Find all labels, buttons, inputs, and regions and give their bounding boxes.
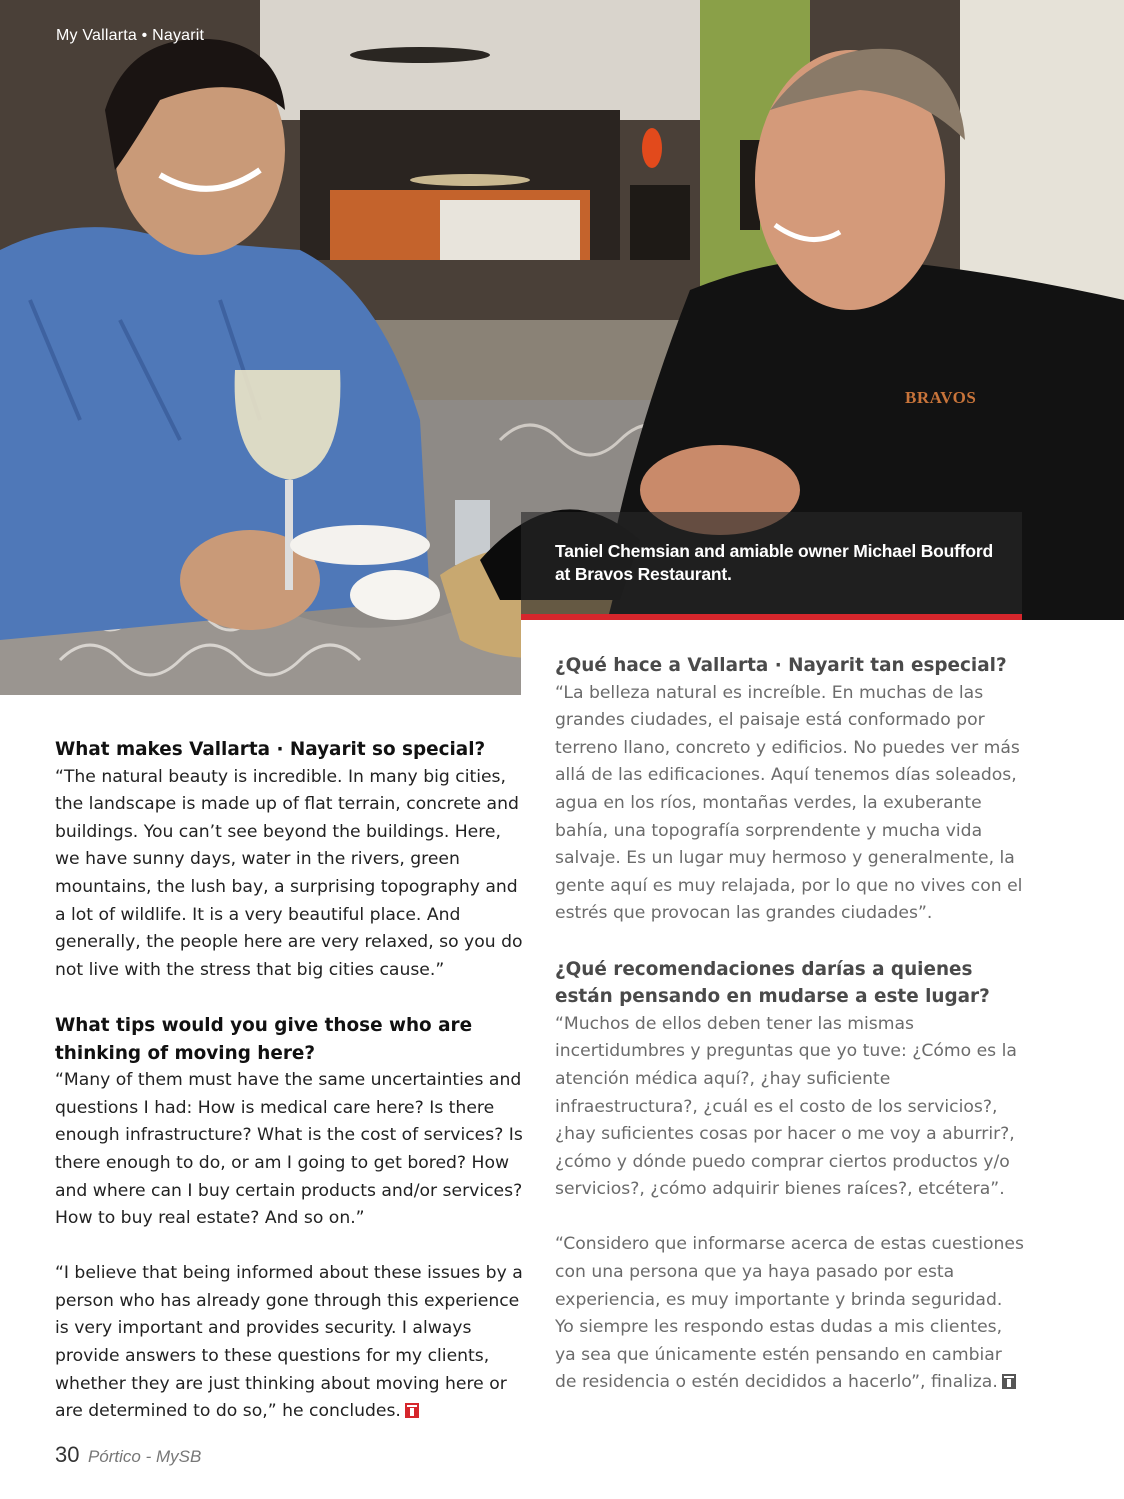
english-column — [55, 736, 525, 1426]
page-footer — [55, 1442, 201, 1468]
shirt-logo: BRAVOS — [905, 388, 977, 407]
end-mark-icon — [405, 1403, 419, 1418]
publication-name: Pórtico - MySB — [87, 1447, 202, 1466]
spanish-question-2: ¿Qué recomendaciones darías a quienes están pensando en mudarse a este lugar? — [555, 958, 990, 1008]
spanish-answer-2: “Muchos de ellos deben tener las mismas incertidumbres y preguntas que yo tuve: ¿Cómo es la atención médica aquí?, ¿hay suficiente infraestructura?, ¿cuál es el costo de los servicios?, ¿hay suficientes cosas por hacer o me voy a aburrir?, ¿cómo y dónde puedo comprar ciertos productos y/o servicios?, ¿cómo adquirir bienes raíces?, etcétera”. — [555, 1013, 1017, 1200]
spanish-column — [555, 652, 1025, 1397]
spanish-question-1: ¿Qué hace a Vallarta · Nayarit tan especial? — [555, 655, 1007, 676]
english-answer-2: “Many of them must have the same uncertainties and questions I had: How is medical care here? Is there enough infrastructure? What is the cost of services? Is there enough to do, or am I going to get bored? How and where can I buy certain products and/or services? How to buy real estate? And so on.” — [55, 1070, 523, 1229]
english-question-1: What makes Vallarta · Nayarit so special? — [55, 739, 486, 760]
english-question-2: What tips would you give those who are thinking of moving here? — [55, 1014, 473, 1064]
photo-caption-box — [521, 512, 1022, 614]
photo-caption: Taniel Chemsian and amiable owner Michael Boufford at Bravos Restaurant. — [555, 541, 993, 584]
english-answer-3 — [55, 1260, 525, 1426]
end-mark-icon — [1002, 1374, 1016, 1389]
spanish-answer-1: “La belleza natural es increíble. En muchas de las grandes ciudades, el paisaje está conformado por terreno llano, concreto y edificios. No puedes ver más allá de las edificaciones. Aquí tenemos días soleados, agua en los ríos, montañas verdes, la exuberante bahía, una topografía sorprendente y mucha vida salvaje. Es un lugar muy hermoso y generalmente, la gente aquí es muy relajada, por lo que no vives con el estrés que provocan las grandes ciudades”. — [555, 682, 1023, 924]
english-answer-1: “The natural beauty is incredible. In many big cities, the landscape is made up of flat terrain, concrete and buildings. You can’t see beyond the buildings. Here, we have sunny days, water in the rivers, green mountains, the lush bay, a surprising topography and a lot of wildlife. It is a very beautiful place. And generally, the people here are very relaxed, so you do not live with the stress that big cities cause.” — [55, 766, 523, 980]
english-answer-3-text: “I believe that being informed about these issues by a person who has already gone through this experience is very important and provides security. I always provide answers to these questions for my clients, whether they are just thinking about moving here or are determined to do so,” he concludes. — [55, 1263, 523, 1422]
page-number: 30 — [55, 1442, 80, 1467]
spanish-answer-3-text: “Considero que informarse acerca de estas cuestiones con una persona que ya haya pasado por esta experiencia, es muy importante y brinda seguridad. Yo siempre les respondo estas dudas a mis clientes, ya sea que únicamente estén pensando en cambiar de residencia o estén decididos a hacerlo”, finaliza. — [555, 1234, 1024, 1393]
section-label: My Vallarta • Nayarit — [56, 27, 205, 44]
spanish-answer-3 — [555, 1231, 1025, 1397]
